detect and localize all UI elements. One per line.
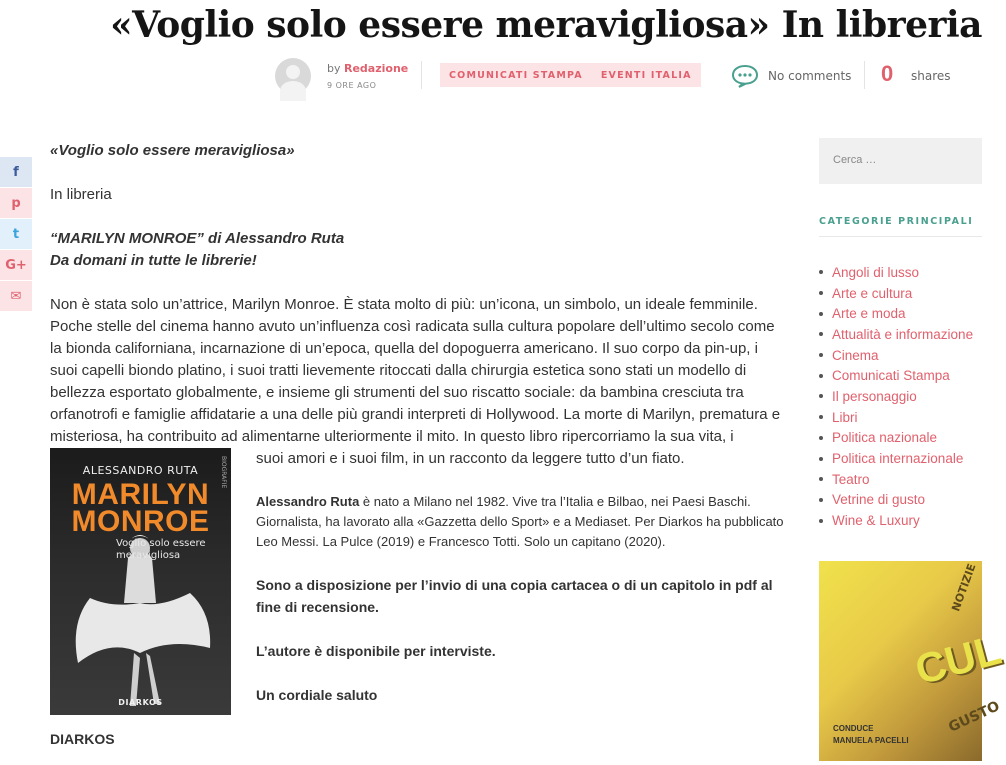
review-offer: Sono a disposizione per l’invio di una copia cartacea o di un capitolo in pdf al fine di recensione. xyxy=(256,577,773,615)
category-link-eventi[interactable]: EVENTI ITALIA xyxy=(600,69,692,81)
promo-text-big: CUL xyxy=(910,625,1006,694)
category-label: Politica internazionale xyxy=(832,451,964,467)
pinterest-share-button[interactable]: p xyxy=(0,188,32,218)
category-label: Teatro xyxy=(832,471,870,487)
article-headline-2: Da domani in tutte le librerie! xyxy=(50,252,257,269)
category-label: Cinema xyxy=(832,347,879,363)
category-label: Arte e cultura xyxy=(832,285,913,301)
promo-banner[interactable] xyxy=(819,561,1006,761)
category-item[interactable] xyxy=(819,283,973,304)
category-item[interactable] xyxy=(819,365,973,386)
shares-label: shares xyxy=(911,69,951,83)
category-item[interactable] xyxy=(819,324,973,345)
promo-text-gusto: GUSTO xyxy=(946,698,1003,736)
category-label: Vetrine di gusto xyxy=(832,492,926,508)
bullet xyxy=(819,477,823,481)
bullet xyxy=(819,374,823,378)
author-bio xyxy=(256,492,786,552)
bullet xyxy=(819,332,823,336)
avatar-head xyxy=(286,65,300,79)
post-categories xyxy=(440,63,701,87)
article-headline: “MARILYN MONROE” di Alessandro Ruta xyxy=(50,230,345,247)
category-label: Comunicati Stampa xyxy=(832,368,950,384)
category-item[interactable] xyxy=(819,490,973,511)
comment-icon[interactable] xyxy=(731,64,759,88)
social-share-bar xyxy=(0,157,32,312)
search-input[interactable]: Cerca … xyxy=(819,138,982,184)
avatar-body xyxy=(280,81,306,101)
byline xyxy=(327,62,408,75)
bullet xyxy=(819,415,823,419)
article-lead: «Voglio solo essere meravigliosa» xyxy=(50,142,295,159)
category-label: Politica nazionale xyxy=(832,430,938,446)
category-item[interactable] xyxy=(819,448,973,469)
bullet xyxy=(819,519,823,523)
promo-host-label: CONDUCE xyxy=(833,724,874,733)
category-item[interactable] xyxy=(819,386,973,407)
category-item[interactable] xyxy=(819,345,973,366)
category-item[interactable] xyxy=(819,428,973,449)
category-label: Angoli di lusso xyxy=(832,264,920,280)
signature: DIARKOS xyxy=(50,731,115,747)
bullet xyxy=(819,498,823,502)
bio-text: è nato a Milano nel 1982. Vive tra l’Italia e Bilbao, nei Paesi Baschi. Giornalista, ha lavorato alla «Gazzetta dello Sport» e a Mediaset. Per Diarkos ha pubblicato Leo Messi. La Pulce (2019) e Francesco Totti. Solo un capitano (2020). xyxy=(256,494,784,549)
bullet xyxy=(819,457,823,461)
category-item[interactable] xyxy=(819,510,973,531)
category-item[interactable] xyxy=(819,303,973,324)
category-link-comunicati[interactable]: COMUNICATI STAMPA xyxy=(449,69,583,81)
category-label: Attualità e informazione xyxy=(832,326,974,342)
comments-link[interactable]: No comments xyxy=(768,69,852,83)
category-label: Il personaggio xyxy=(832,388,917,404)
book-author: ALESSANDRO RUTA xyxy=(82,464,199,477)
post-meta xyxy=(0,56,982,100)
categories-list xyxy=(819,262,973,531)
bullet xyxy=(819,353,823,357)
category-item[interactable] xyxy=(819,469,973,490)
book-publisher: DIARKOS xyxy=(118,698,163,707)
promo-text-notizie: NOTIZIE xyxy=(949,561,979,614)
author-avatar[interactable] xyxy=(275,58,311,94)
article-subtitle: In libreria xyxy=(50,186,112,203)
author-link[interactable]: Redazione xyxy=(344,62,409,75)
page-title: «Voglio solo essere meravigliosa» In libreria xyxy=(110,4,982,46)
bio-name: Alessandro Ruta xyxy=(256,494,360,509)
facebook-share-button[interactable]: f xyxy=(0,157,32,187)
bullet xyxy=(819,436,823,440)
widget-divider xyxy=(819,236,982,237)
promo-host-name: MANUELA PACELLI xyxy=(833,736,909,745)
greeting: Un cordiale saluto xyxy=(256,687,378,703)
twitter-share-button[interactable]: t xyxy=(0,219,32,249)
email-share-button[interactable]: ✉ xyxy=(0,281,32,311)
bullet xyxy=(819,291,823,295)
byline-prefix: by xyxy=(327,62,341,75)
article-body xyxy=(50,140,785,448)
category-item[interactable] xyxy=(819,407,973,428)
meta-divider xyxy=(864,61,865,89)
share-count: 0 xyxy=(881,61,894,86)
meta-divider xyxy=(421,61,422,89)
book-title-line2: MONROE xyxy=(71,505,210,538)
bullet xyxy=(819,270,823,274)
article-continuation xyxy=(256,448,786,706)
category-label: Libri xyxy=(832,409,858,425)
book-series: BIOGRAFIE xyxy=(220,456,227,489)
article-paragraph: Non è stata solo un’attrice, Marilyn Monroe. È stata molto di più: un’icona, un simbolo, un ideale femminile. Poche stelle del cinema hanno avuto un’influenza così radicata sulla cultura popolare dell’ultimo secolo come la bionda californiana, incarnazione di un’epoca, quella del dopoguerra americano. Il suo corpo da pin-up, i suoi capelli biondo platino, i suoi tratti lievemente ritoccati dalla chirurgia estetica sono stati un modello di bellezza esportato globalmente, e insieme gli strumenti del suo riscatto sociale: da bambina cresciuta tra orfanotrofi e famiglie affidatarie a una delle più grandi interpreti di Hollywood. La morte di Marilyn, prematura e misteriosa, ha contribuito ad alimentarne ulteriormente il mito. In questo libro ripercorriamo la sua vita, i xyxy=(50,296,781,445)
article-paragraph-end: suoi amori e i suoi film, in un racconto da leggere tutto d’un fiato. xyxy=(256,450,685,467)
book-title-line1: MARILYN xyxy=(71,478,210,511)
post-time: 9 ORE AGO xyxy=(327,81,377,90)
category-label: Wine & Luxury xyxy=(832,513,920,529)
category-item[interactable] xyxy=(819,262,973,283)
bullet xyxy=(819,312,823,316)
book-cover-image xyxy=(50,448,231,715)
book-subtitle: Voglio solo essere meravigliosa xyxy=(116,538,206,561)
bullet xyxy=(819,394,823,398)
interviews-note: L’autore è disponibile per interviste. xyxy=(256,643,496,659)
google-plus-share-button[interactable]: G+ xyxy=(0,250,32,280)
category-label: Arte e moda xyxy=(832,306,906,322)
categories-widget-title: CATEGORIE PRINCIPALI xyxy=(819,216,974,227)
